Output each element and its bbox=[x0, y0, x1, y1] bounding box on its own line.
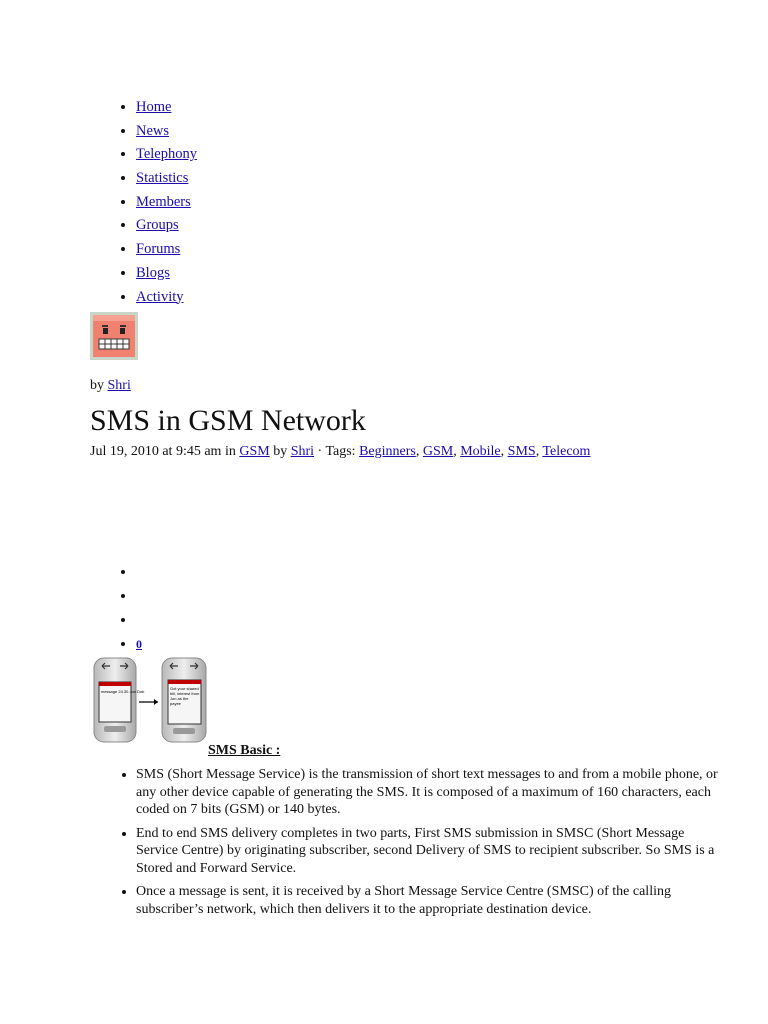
nav-item-forums bbox=[136, 238, 197, 262]
content-bullet: • End to end SMS delivery completes in two parts, First SMS submission in SMSC (Short Message Service Centre) by originating subscriber, second Delivery of SMS to recipient subscriber. So SMS is a Stored and Forward Service. bbox=[136, 825, 724, 878]
author-byline bbox=[90, 378, 131, 394]
tag-link[interactable]: GSM bbox=[422, 444, 454, 459]
tag-link[interactable]: Mobile bbox=[460, 444, 501, 459]
smiley-avatar-icon bbox=[90, 312, 138, 360]
post-date: Jul 19, 2010 at 9:45 am bbox=[90, 444, 222, 459]
share-item[interactable] bbox=[136, 608, 142, 632]
post-title: SMS in GSM Network bbox=[90, 404, 366, 437]
nav-item-activity bbox=[136, 286, 197, 310]
nav-link-home[interactable]: Home bbox=[136, 99, 172, 115]
content-bullet: • Once a message is sent, it is received by a Short Message Service Centre (SMSC) of the calling subscriber’s network, which then delivers it to the appropriate destination device. bbox=[136, 883, 724, 918]
nav-link-telephony[interactable]: Telephony bbox=[136, 146, 197, 163]
share-item[interactable] bbox=[136, 584, 142, 608]
tag-link[interactable]: Telecom bbox=[542, 444, 591, 459]
phones-illustration bbox=[92, 656, 210, 744]
post-author-link[interactable]: Shri bbox=[290, 444, 315, 459]
tag-link[interactable]: Beginners bbox=[359, 444, 416, 459]
share-list bbox=[90, 560, 142, 656]
content-bullets bbox=[90, 766, 724, 924]
by-label: by bbox=[273, 444, 288, 459]
tag-link[interactable]: SMS bbox=[507, 444, 536, 459]
share-item[interactable] bbox=[136, 560, 142, 584]
site-nav bbox=[90, 96, 197, 309]
content-bullet: • SMS (Short Message Service) is the transmission of short text messages to and from a mobile phone, or any other device capable of generating the SMS. It is composed of a maximum of 160 characters, each coded on 7 bits (GSM) or 140 bytes. bbox=[136, 766, 724, 819]
nav-item-members bbox=[136, 191, 197, 215]
category-link[interactable]: GSM bbox=[239, 444, 270, 459]
author-avatar[interactable] bbox=[90, 312, 138, 360]
by-label: by bbox=[90, 378, 104, 393]
nav-item-news bbox=[136, 120, 197, 144]
nav-item-groups bbox=[136, 214, 197, 238]
nav-item-statistics bbox=[136, 167, 197, 191]
post-meta: Jul 19, 2010 at 9:45 am in GSM by Shri · Tags: Beginners, GSM, Mobile, SMS, Telecom bbox=[90, 444, 591, 459]
nav-item-blogs bbox=[136, 262, 197, 286]
tags-label: · Tags: bbox=[317, 444, 356, 459]
nav-link-statistics[interactable]: Statistics bbox=[136, 170, 189, 187]
right-screen-text: Got your shared bill, interest from Jon as the payee bbox=[170, 686, 200, 706]
nav-link-forums[interactable]: Forums bbox=[136, 241, 181, 258]
nav-item-telephony bbox=[136, 143, 197, 167]
comment-count-link[interactable]: 0 bbox=[136, 637, 142, 651]
author-link[interactable]: Shri bbox=[107, 378, 131, 393]
in-label: in bbox=[224, 444, 236, 459]
nav-link-groups[interactable]: Groups bbox=[136, 217, 179, 234]
section-subheading: SMS Basic : bbox=[208, 743, 281, 758]
nav-item-home bbox=[136, 96, 197, 120]
nav-link-blogs[interactable]: Blogs bbox=[136, 264, 170, 281]
left-screen-text: message 24.30 Jon Dob bbox=[101, 689, 145, 694]
nav-link-members[interactable]: Members bbox=[136, 193, 191, 210]
sms-phones-image bbox=[92, 656, 210, 744]
comment-count-item bbox=[136, 632, 142, 656]
nav-link-news[interactable]: News bbox=[136, 122, 170, 139]
nav-link-activity[interactable]: Activity bbox=[136, 288, 184, 305]
